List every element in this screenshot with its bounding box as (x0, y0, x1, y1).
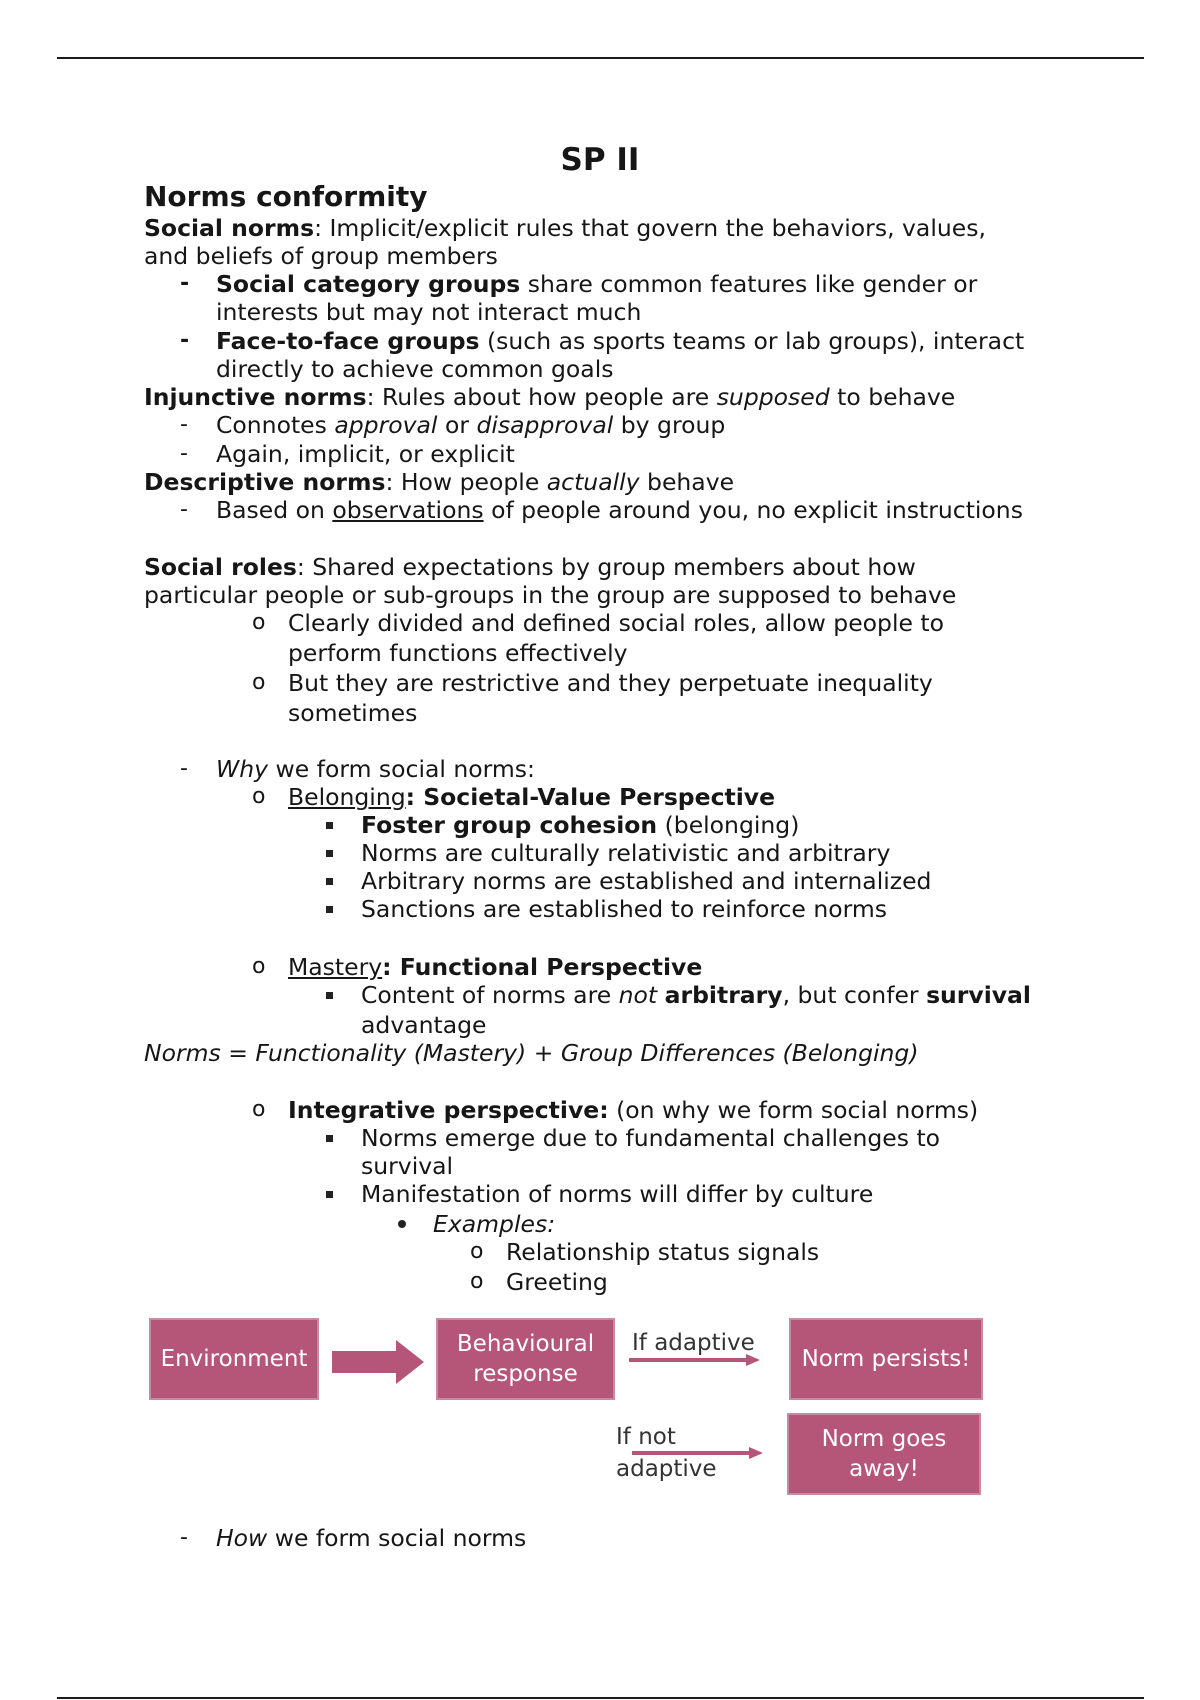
diagram-if-adaptive-label: If adaptive (632, 1330, 755, 1356)
bullet-dash: - (180, 441, 188, 466)
social-roles-definition-cont: particular people or sub-groups in the group are supposed to behave (144, 581, 957, 609)
norms-equation: Norms = Functionality (Mastery) + Group Differences (Belonging) (144, 1039, 919, 1067)
diagram-big-arrow (330, 1338, 426, 1386)
bullet-o: o (470, 1239, 484, 1264)
section-heading: Norms conformity (144, 180, 428, 213)
bullet-dash: - (180, 328, 190, 353)
social-roles-definition: Social roles: Shared expectations by group members about how (144, 553, 916, 581)
face-to-face-groups: Face-to-face groups (such as sports teams or lab groups), interact (216, 327, 1025, 355)
diagram-adaptive-label: adaptive (616, 1456, 717, 1482)
integrative-point-challenges-cont: survival (361, 1152, 454, 1180)
face-to-face-groups-cont: directly to achieve common goals (216, 355, 614, 383)
square-bullet (326, 822, 333, 829)
diagram-if-not-label: If not (616, 1424, 676, 1450)
integrative-point-culture: Manifestation of norms will differ by culture (361, 1180, 874, 1208)
square-bullet (326, 906, 333, 913)
integrative-point-challenges: Norms emerge due to fundamental challenges to (361, 1124, 941, 1152)
header-rule (57, 57, 1144, 59)
square-bullet (326, 1135, 333, 1142)
injunctive-bullet-implicit: Again, implicit, or explicit (216, 440, 515, 468)
roles-point-restrictive-cont: sometimes (288, 699, 418, 727)
square-bullet (326, 850, 333, 857)
why-heading: Why we form social norms: (216, 755, 535, 783)
social-category-groups-cont: interests but may not interact much (216, 298, 642, 326)
injunctive-norms-definition: Injunctive norms: Rules about how people are supposed to behave (144, 383, 956, 411)
roles-point-divided: Clearly divided and defined social roles, allow people to (288, 609, 945, 637)
diagram-adaptive-arrow (628, 1352, 762, 1368)
bullet-o: o (252, 610, 266, 635)
square-bullet (326, 1191, 333, 1198)
bullet-dash: - (180, 412, 188, 437)
examples-label: Examples: (433, 1210, 556, 1238)
injunctive-bullet-approval: Connotes approval or disapproval by group (216, 411, 726, 439)
diagram-norm-persists-box: Norm persists! (789, 1318, 983, 1400)
belonging-point-relativistic: Norms are culturally relativistic and arbitrary (361, 839, 891, 867)
roles-point-divided-cont: perform functions effectively (288, 639, 628, 667)
social-category-groups: Social category groups share common features like gender or (216, 270, 978, 298)
belonging-point-cohesion: Foster group cohesion (belonging) (361, 811, 800, 839)
bullet-o: o (252, 1097, 266, 1122)
bullet-dash: - (180, 271, 190, 296)
belonging-point-internalized: Arbitrary norms are established and internalized (361, 867, 932, 895)
mastery-perspective: Mastery: Functional Perspective (288, 953, 703, 981)
descriptive-bullet-observations: Based on observations of people around you, no explicit instructions (216, 496, 1023, 524)
belonging-point-sanctions: Sanctions are established to reinforce norms (361, 895, 887, 923)
social-norms-definition-cont: and beliefs of group members (144, 242, 498, 270)
diagram-behavioural-box: Behavioural response (436, 1318, 615, 1400)
page-title: SP II (560, 142, 640, 178)
bullet-dash: - (180, 1525, 188, 1550)
round-bullet (398, 1220, 406, 1228)
bullet-dash: - (180, 497, 188, 522)
mastery-point-content-cont: advantage (361, 1011, 487, 1039)
example-greeting: Greeting (506, 1268, 608, 1296)
bullet-dash: - (180, 756, 188, 781)
integrative-perspective: Integrative perspective: (on why we form social norms) (288, 1096, 979, 1124)
footer-rule (57, 1697, 1144, 1699)
bullet-o: o (252, 784, 266, 809)
diagram-norm-goes-away-box: Norm goes away! (787, 1413, 981, 1495)
bullet-o: o (252, 954, 266, 979)
mastery-point-content: Content of norms are not arbitrary, but confer survival (361, 981, 1031, 1009)
example-relationship-status: Relationship status signals (506, 1238, 820, 1266)
how-heading: How we form social norms (216, 1524, 527, 1552)
bullet-o: o (470, 1269, 484, 1294)
descriptive-norms-definition: Descriptive norms: How people actually behave (144, 468, 735, 496)
diagram-environment-box: Environment (149, 1318, 319, 1400)
diagram-not-adaptive-arrow (631, 1445, 765, 1461)
roles-point-restrictive: But they are restrictive and they perpetuate inequality (288, 669, 933, 697)
belonging-perspective: Belonging: Societal-Value Perspective (288, 783, 776, 811)
social-norms-definition: Social norms: Implicit/explicit rules that govern the behaviors, values, (144, 214, 986, 242)
square-bullet (326, 878, 333, 885)
square-bullet (326, 992, 333, 999)
bullet-o: o (252, 670, 266, 695)
